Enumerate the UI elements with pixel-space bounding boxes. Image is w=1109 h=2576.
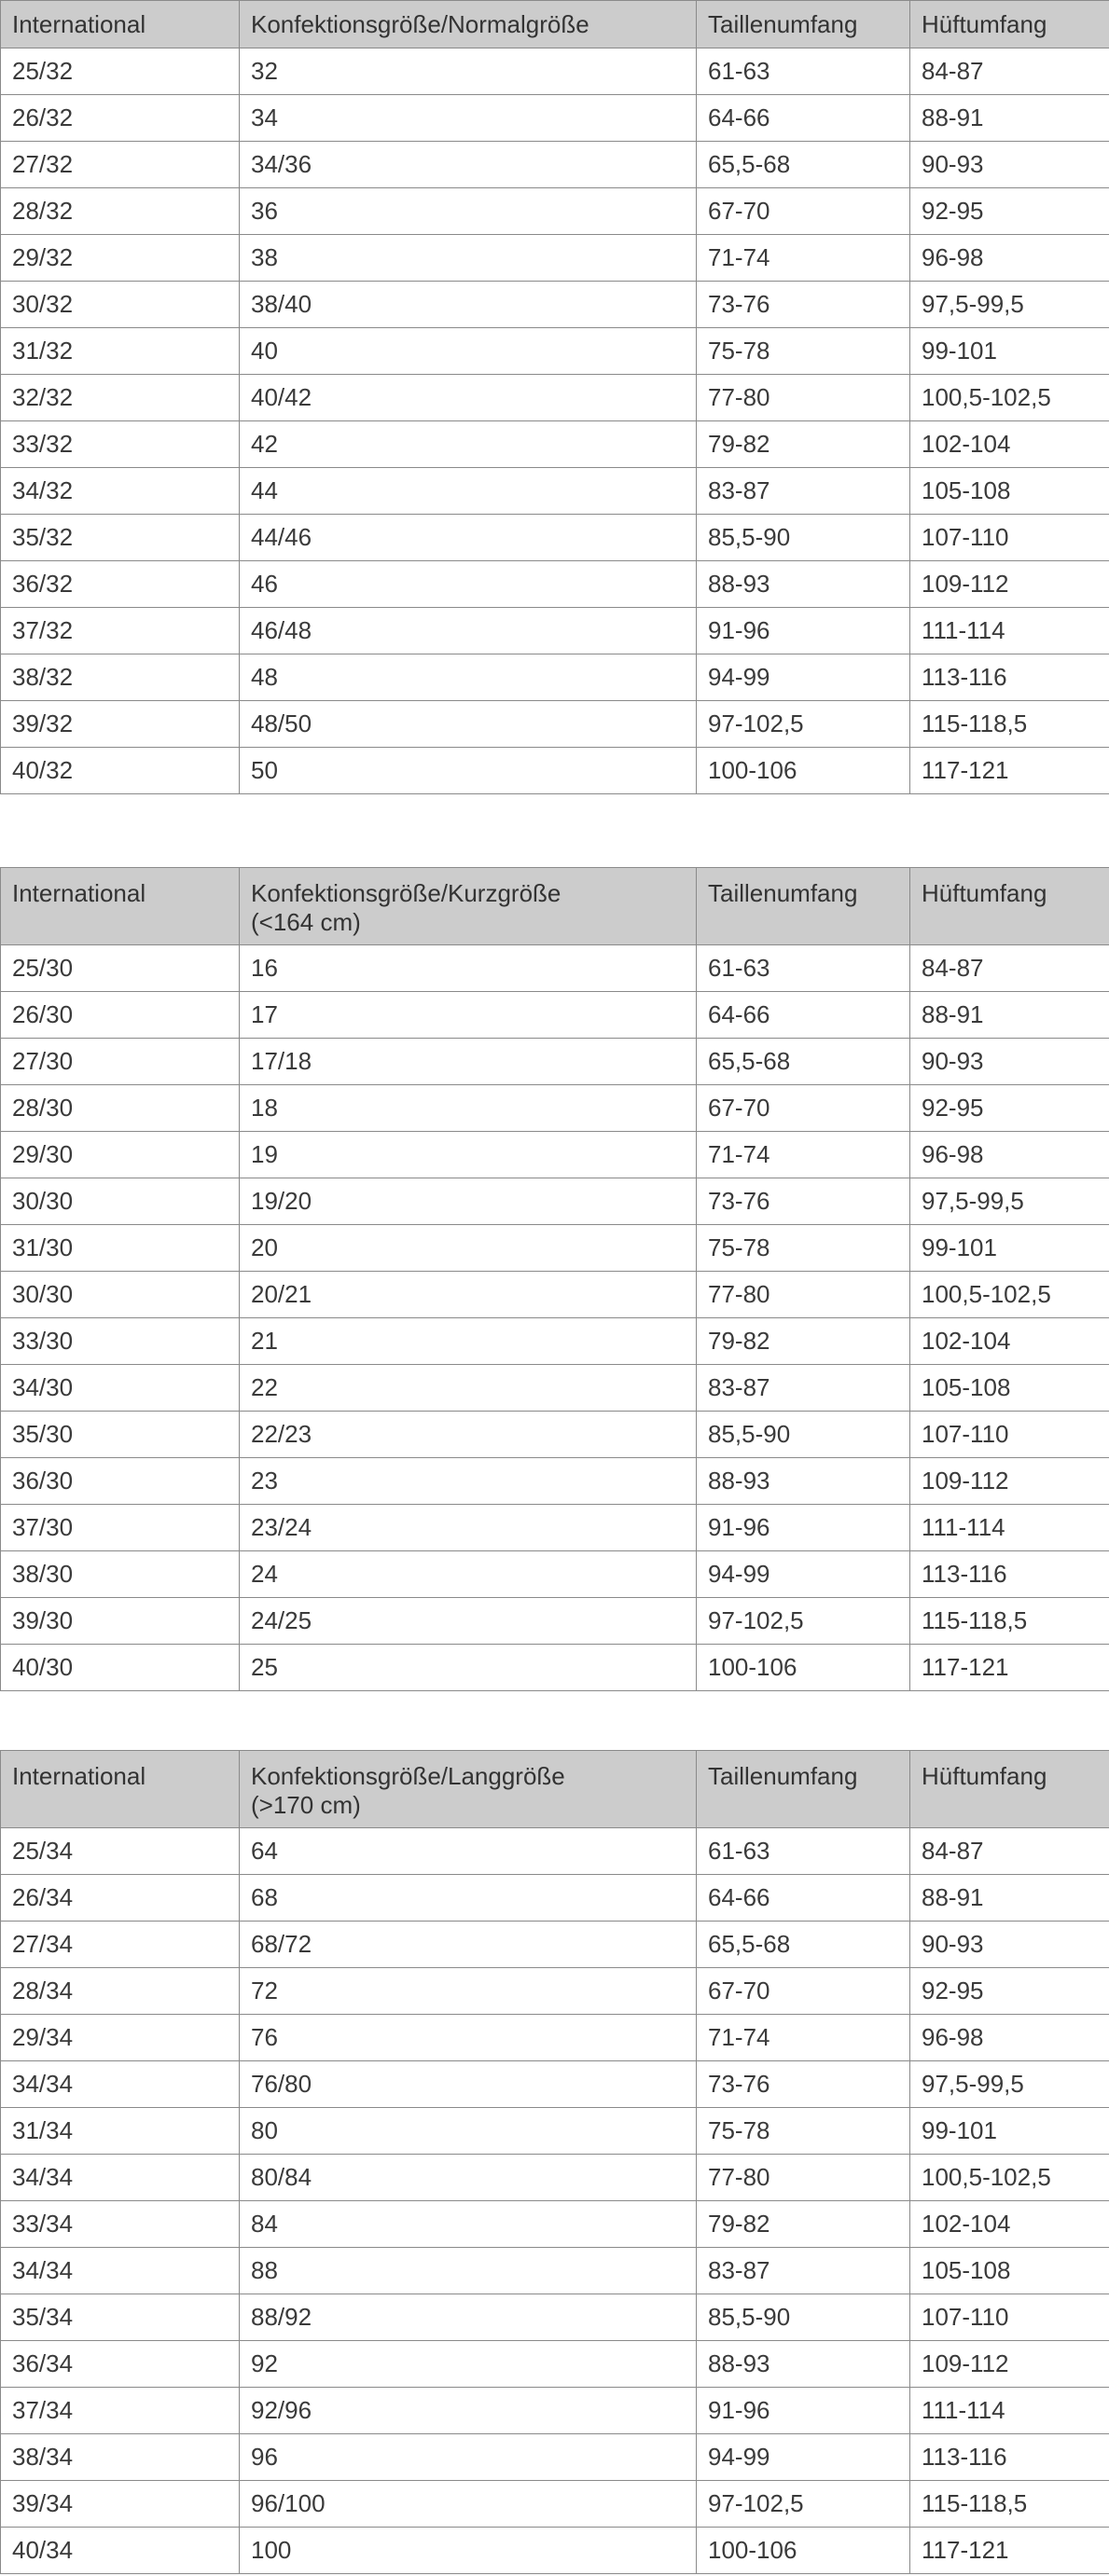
cell-hueftumfang: 96-98	[910, 2015, 1109, 2061]
cell-konfektionsgroesse: 44/46	[240, 515, 697, 561]
header-hueftumfang: Hüftumfang	[910, 1751, 1109, 1828]
cell-international: 33/30	[1, 1318, 240, 1365]
header-hueftumfang: Hüftumfang	[910, 868, 1109, 945]
table-body	[1, 945, 1109, 1691]
header-row	[1, 1, 1109, 48]
cell-hueftumfang: 113-116	[910, 654, 1109, 701]
table-row	[1, 1828, 1109, 1875]
table-row	[1, 608, 1109, 654]
cell-international: 35/32	[1, 515, 240, 561]
table-row	[1, 1412, 1109, 1458]
cell-hueftumfang: 111-114	[910, 2388, 1109, 2434]
table-row	[1, 1039, 1109, 1085]
cell-taillenumfang: 77-80	[697, 375, 910, 421]
cell-hueftumfang: 115-118,5	[910, 701, 1109, 748]
cell-konfektionsgroesse: 17	[240, 992, 697, 1039]
cell-international: 34/34	[1, 2155, 240, 2201]
table-row	[1, 2294, 1109, 2341]
cell-konfektionsgroesse: 92	[240, 2341, 697, 2388]
cell-international: 38/32	[1, 654, 240, 701]
cell-taillenumfang: 97-102,5	[697, 1598, 910, 1645]
cell-international: 25/34	[1, 1828, 240, 1875]
cell-taillenumfang: 77-80	[697, 2155, 910, 2201]
table-row	[1, 1922, 1109, 1968]
cell-konfektionsgroesse: 44	[240, 468, 697, 515]
cell-international: 30/32	[1, 282, 240, 328]
cell-taillenumfang: 61-63	[697, 1828, 910, 1875]
cell-international: 28/30	[1, 1085, 240, 1132]
cell-international: 34/34	[1, 2061, 240, 2108]
cell-konfektionsgroesse: 76/80	[240, 2061, 697, 2108]
cell-taillenumfang: 61-63	[697, 945, 910, 992]
cell-taillenumfang: 83-87	[697, 468, 910, 515]
cell-hueftumfang: 111-114	[910, 1505, 1109, 1551]
cell-taillenumfang: 75-78	[697, 1225, 910, 1272]
cell-konfektionsgroesse: 20	[240, 1225, 697, 1272]
cell-hueftumfang: 99-101	[910, 2108, 1109, 2155]
table-row	[1, 1272, 1109, 1318]
cell-konfektionsgroesse: 96/100	[240, 2481, 697, 2528]
header-international: International	[1, 1, 240, 48]
cell-international: 29/30	[1, 1132, 240, 1178]
cell-taillenumfang: 97-102,5	[697, 2481, 910, 2528]
table-row	[1, 1318, 1109, 1365]
cell-international: 27/32	[1, 142, 240, 188]
header-konfektionsgroesse	[240, 1751, 697, 1828]
table-row	[1, 945, 1109, 992]
cell-hueftumfang: 96-98	[910, 1132, 1109, 1178]
cell-taillenumfang: 73-76	[697, 1178, 910, 1225]
cell-international: 26/34	[1, 1875, 240, 1922]
table-row	[1, 561, 1109, 608]
cell-hueftumfang: 105-108	[910, 1365, 1109, 1412]
cell-konfektionsgroesse: 34	[240, 95, 697, 142]
cell-konfektionsgroesse: 16	[240, 945, 697, 992]
table-row	[1, 1968, 1109, 2015]
cell-konfektionsgroesse: 21	[240, 1318, 697, 1365]
cell-taillenumfang: 61-63	[697, 48, 910, 95]
size-table-kurz	[0, 867, 1109, 1691]
cell-hueftumfang: 100,5-102,5	[910, 1272, 1109, 1318]
cell-hueftumfang: 90-93	[910, 1039, 1109, 1085]
cell-taillenumfang: 77-80	[697, 1272, 910, 1318]
cell-hueftumfang: 99-101	[910, 1225, 1109, 1272]
cell-konfektionsgroesse: 76	[240, 2015, 697, 2061]
cell-international: 28/34	[1, 1968, 240, 2015]
cell-international: 28/32	[1, 188, 240, 235]
cell-konfektionsgroesse: 19	[240, 1132, 697, 1178]
cell-konfektionsgroesse: 88/92	[240, 2294, 697, 2341]
header-konfektionsgroesse-label: Konfektionsgröße/Langgröße	[251, 1762, 565, 1790]
table-row	[1, 1505, 1109, 1551]
cell-taillenumfang: 65,5-68	[697, 1039, 910, 1085]
cell-hueftumfang: 102-104	[910, 1318, 1109, 1365]
table-row	[1, 2434, 1109, 2481]
cell-international: 31/30	[1, 1225, 240, 1272]
cell-konfektionsgroesse: 72	[240, 1968, 697, 2015]
cell-hueftumfang: 107-110	[910, 2294, 1109, 2341]
cell-international: 36/34	[1, 2341, 240, 2388]
cell-hueftumfang: 90-93	[910, 1922, 1109, 1968]
header-height-note: (<164 cm)	[251, 908, 361, 936]
cell-hueftumfang: 111-114	[910, 608, 1109, 654]
cell-hueftumfang: 105-108	[910, 468, 1109, 515]
cell-konfektionsgroesse: 68	[240, 1875, 697, 1922]
cell-hueftumfang: 97,5-99,5	[910, 1178, 1109, 1225]
cell-taillenumfang: 88-93	[697, 2341, 910, 2388]
cell-taillenumfang: 97-102,5	[697, 701, 910, 748]
table-row	[1, 1225, 1109, 1272]
cell-international: 39/32	[1, 701, 240, 748]
cell-international: 34/34	[1, 2248, 240, 2294]
cell-hueftumfang: 113-116	[910, 1551, 1109, 1598]
cell-konfektionsgroesse: 50	[240, 748, 697, 794]
cell-hueftumfang: 102-104	[910, 2201, 1109, 2248]
cell-international: 32/32	[1, 375, 240, 421]
cell-hueftumfang: 92-95	[910, 1968, 1109, 2015]
table-row	[1, 282, 1109, 328]
cell-taillenumfang: 65,5-68	[697, 142, 910, 188]
cell-hueftumfang: 99-101	[910, 328, 1109, 375]
cell-taillenumfang: 64-66	[697, 1875, 910, 1922]
cell-hueftumfang: 109-112	[910, 1458, 1109, 1505]
cell-konfektionsgroesse: 88	[240, 2248, 697, 2294]
cell-hueftumfang: 117-121	[910, 2528, 1109, 2574]
cell-international: 39/34	[1, 2481, 240, 2528]
cell-konfektionsgroesse: 40	[240, 328, 697, 375]
table-row	[1, 328, 1109, 375]
cell-konfektionsgroesse: 38	[240, 235, 697, 282]
table-row	[1, 1645, 1109, 1691]
cell-international: 40/32	[1, 748, 240, 794]
cell-konfektionsgroesse: 22	[240, 1365, 697, 1412]
cell-hueftumfang: 97,5-99,5	[910, 2061, 1109, 2108]
table-row	[1, 468, 1109, 515]
table-row	[1, 375, 1109, 421]
cell-international: 29/32	[1, 235, 240, 282]
cell-international: 31/34	[1, 2108, 240, 2155]
cell-international: 27/30	[1, 1039, 240, 1085]
cell-taillenumfang: 73-76	[697, 2061, 910, 2108]
cell-hueftumfang: 117-121	[910, 748, 1109, 794]
cell-taillenumfang: 100-106	[697, 2528, 910, 2574]
table-row	[1, 1875, 1109, 1922]
cell-international: 33/32	[1, 421, 240, 468]
cell-hueftumfang: 88-91	[910, 992, 1109, 1039]
cell-konfektionsgroesse: 23/24	[240, 1505, 697, 1551]
cell-international: 26/32	[1, 95, 240, 142]
cell-hueftumfang: 90-93	[910, 142, 1109, 188]
cell-international: 40/34	[1, 2528, 240, 2574]
cell-taillenumfang: 83-87	[697, 1365, 910, 1412]
header-hueftumfang: Hüftumfang	[910, 1, 1109, 48]
cell-international: 36/32	[1, 561, 240, 608]
cell-konfektionsgroesse: 24/25	[240, 1598, 697, 1645]
cell-taillenumfang: 79-82	[697, 1318, 910, 1365]
cell-taillenumfang: 85,5-90	[697, 515, 910, 561]
cell-taillenumfang: 79-82	[697, 421, 910, 468]
cell-konfektionsgroesse: 84	[240, 2201, 697, 2248]
table-header	[1, 1, 1109, 48]
table-row	[1, 748, 1109, 794]
cell-hueftumfang: 100,5-102,5	[910, 2155, 1109, 2201]
table-row	[1, 2248, 1109, 2294]
cell-taillenumfang: 100-106	[697, 748, 910, 794]
cell-taillenumfang: 65,5-68	[697, 1922, 910, 1968]
cell-taillenumfang: 75-78	[697, 328, 910, 375]
table-row	[1, 1551, 1109, 1598]
header-international: International	[1, 1751, 240, 1828]
table-body	[1, 1828, 1109, 2574]
size-table-normal	[0, 0, 1109, 794]
cell-taillenumfang: 94-99	[697, 2434, 910, 2481]
cell-international: 39/30	[1, 1598, 240, 1645]
cell-taillenumfang: 91-96	[697, 608, 910, 654]
cell-konfektionsgroesse: 92/96	[240, 2388, 697, 2434]
cell-international: 25/32	[1, 48, 240, 95]
cell-international: 34/32	[1, 468, 240, 515]
cell-konfektionsgroesse: 18	[240, 1085, 697, 1132]
cell-taillenumfang: 71-74	[697, 1132, 910, 1178]
cell-hueftumfang: 107-110	[910, 1412, 1109, 1458]
cell-international: 30/30	[1, 1178, 240, 1225]
table-row	[1, 1085, 1109, 1132]
cell-hueftumfang: 109-112	[910, 2341, 1109, 2388]
cell-international: 30/30	[1, 1272, 240, 1318]
cell-konfektionsgroesse: 48	[240, 654, 697, 701]
cell-konfektionsgroesse: 23	[240, 1458, 697, 1505]
table-row	[1, 654, 1109, 701]
table-row	[1, 1178, 1109, 1225]
table-row	[1, 992, 1109, 1039]
table-row	[1, 2108, 1109, 2155]
cell-konfektionsgroesse: 48/50	[240, 701, 697, 748]
cell-taillenumfang: 67-70	[697, 1085, 910, 1132]
cell-konfektionsgroesse: 32	[240, 48, 697, 95]
cell-taillenumfang: 91-96	[697, 2388, 910, 2434]
header-taillenumfang: Taillenumfang	[697, 1751, 910, 1828]
table-row	[1, 48, 1109, 95]
cell-hueftumfang: 84-87	[910, 945, 1109, 992]
header-row	[1, 868, 1109, 945]
header-konfektionsgroesse-label: Konfektionsgröße/Kurzgröße	[251, 879, 561, 907]
cell-konfektionsgroesse: 38/40	[240, 282, 697, 328]
cell-taillenumfang: 94-99	[697, 1551, 910, 1598]
table-row	[1, 188, 1109, 235]
cell-taillenumfang: 88-93	[697, 1458, 910, 1505]
header-taillenumfang: Taillenumfang	[697, 868, 910, 945]
cell-konfektionsgroesse: 19/20	[240, 1178, 697, 1225]
cell-konfektionsgroesse: 64	[240, 1828, 697, 1875]
cell-international: 38/34	[1, 2434, 240, 2481]
cell-international: 31/32	[1, 328, 240, 375]
header-konfektionsgroesse	[240, 868, 697, 945]
cell-konfektionsgroesse: 42	[240, 421, 697, 468]
cell-taillenumfang: 64-66	[697, 992, 910, 1039]
cell-international: 40/30	[1, 1645, 240, 1691]
cell-hueftumfang: 115-118,5	[910, 1598, 1109, 1645]
cell-taillenumfang: 100-106	[697, 1645, 910, 1691]
cell-konfektionsgroesse: 68/72	[240, 1922, 697, 1968]
size-table-lang	[0, 1750, 1109, 2574]
cell-international: 33/34	[1, 2201, 240, 2248]
cell-hueftumfang: 97,5-99,5	[910, 282, 1109, 328]
cell-konfektionsgroesse: 46	[240, 561, 697, 608]
cell-konfektionsgroesse: 40/42	[240, 375, 697, 421]
table-row	[1, 1598, 1109, 1645]
cell-konfektionsgroesse: 20/21	[240, 1272, 697, 1318]
cell-hueftumfang: 102-104	[910, 421, 1109, 468]
cell-hueftumfang: 92-95	[910, 188, 1109, 235]
cell-international: 26/30	[1, 992, 240, 1039]
cell-taillenumfang: 91-96	[697, 1505, 910, 1551]
table-row	[1, 2201, 1109, 2248]
cell-taillenumfang: 85,5-90	[697, 2294, 910, 2341]
header-international: International	[1, 868, 240, 945]
cell-konfektionsgroesse: 17/18	[240, 1039, 697, 1085]
cell-international: 25/30	[1, 945, 240, 992]
cell-taillenumfang: 83-87	[697, 2248, 910, 2294]
cell-hueftumfang: 105-108	[910, 2248, 1109, 2294]
cell-taillenumfang: 75-78	[697, 2108, 910, 2155]
cell-hueftumfang: 113-116	[910, 2434, 1109, 2481]
cell-taillenumfang: 67-70	[697, 1968, 910, 2015]
table-row	[1, 1458, 1109, 1505]
cell-konfektionsgroesse: 80	[240, 2108, 697, 2155]
cell-hueftumfang: 84-87	[910, 48, 1109, 95]
table-row	[1, 1365, 1109, 1412]
header-taillenumfang: Taillenumfang	[697, 1, 910, 48]
cell-international: 37/34	[1, 2388, 240, 2434]
cell-hueftumfang: 84-87	[910, 1828, 1109, 1875]
table-row	[1, 701, 1109, 748]
cell-konfektionsgroesse: 36	[240, 188, 697, 235]
table-row	[1, 1132, 1109, 1178]
table-row	[1, 2341, 1109, 2388]
table-row	[1, 2481, 1109, 2528]
cell-international: 29/34	[1, 2015, 240, 2061]
cell-konfektionsgroesse: 24	[240, 1551, 697, 1598]
cell-international: 37/32	[1, 608, 240, 654]
cell-konfektionsgroesse: 100	[240, 2528, 697, 2574]
cell-konfektionsgroesse: 96	[240, 2434, 697, 2481]
cell-taillenumfang: 67-70	[697, 188, 910, 235]
table-row	[1, 2061, 1109, 2108]
cell-konfektionsgroesse: 46/48	[240, 608, 697, 654]
cell-taillenumfang: 64-66	[697, 95, 910, 142]
table-row	[1, 2015, 1109, 2061]
cell-konfektionsgroesse: 80/84	[240, 2155, 697, 2201]
table-header	[1, 1751, 1109, 1828]
table-row	[1, 515, 1109, 561]
cell-taillenumfang: 71-74	[697, 2015, 910, 2061]
header-row	[1, 1751, 1109, 1828]
header-height-note: (>170 cm)	[251, 1791, 361, 1819]
cell-international: 27/34	[1, 1922, 240, 1968]
cell-international: 37/30	[1, 1505, 240, 1551]
cell-international: 34/30	[1, 1365, 240, 1412]
cell-hueftumfang: 115-118,5	[910, 2481, 1109, 2528]
cell-international: 35/30	[1, 1412, 240, 1458]
cell-hueftumfang: 100,5-102,5	[910, 375, 1109, 421]
cell-taillenumfang: 71-74	[697, 235, 910, 282]
cell-konfektionsgroesse: 34/36	[240, 142, 697, 188]
cell-hueftumfang: 88-91	[910, 95, 1109, 142]
cell-international: 38/30	[1, 1551, 240, 1598]
header-konfektionsgroesse: Konfektionsgröße/Normalgröße	[240, 1, 697, 48]
cell-hueftumfang: 92-95	[910, 1085, 1109, 1132]
cell-taillenumfang: 73-76	[697, 282, 910, 328]
cell-konfektionsgroesse: 22/23	[240, 1412, 697, 1458]
table-row	[1, 2155, 1109, 2201]
cell-hueftumfang: 117-121	[910, 1645, 1109, 1691]
table-row	[1, 235, 1109, 282]
table-row	[1, 142, 1109, 188]
cell-hueftumfang: 107-110	[910, 515, 1109, 561]
table-row	[1, 2528, 1109, 2574]
cell-hueftumfang: 109-112	[910, 561, 1109, 608]
cell-taillenumfang: 88-93	[697, 561, 910, 608]
cell-taillenumfang: 94-99	[697, 654, 910, 701]
table-row	[1, 2388, 1109, 2434]
table-header	[1, 868, 1109, 945]
cell-konfektionsgroesse: 25	[240, 1645, 697, 1691]
cell-taillenumfang: 79-82	[697, 2201, 910, 2248]
cell-hueftumfang: 88-91	[910, 1875, 1109, 1922]
cell-hueftumfang: 96-98	[910, 235, 1109, 282]
table-row	[1, 95, 1109, 142]
cell-international: 35/34	[1, 2294, 240, 2341]
table-row	[1, 421, 1109, 468]
cell-international: 36/30	[1, 1458, 240, 1505]
cell-taillenumfang: 85,5-90	[697, 1412, 910, 1458]
table-body	[1, 48, 1109, 794]
